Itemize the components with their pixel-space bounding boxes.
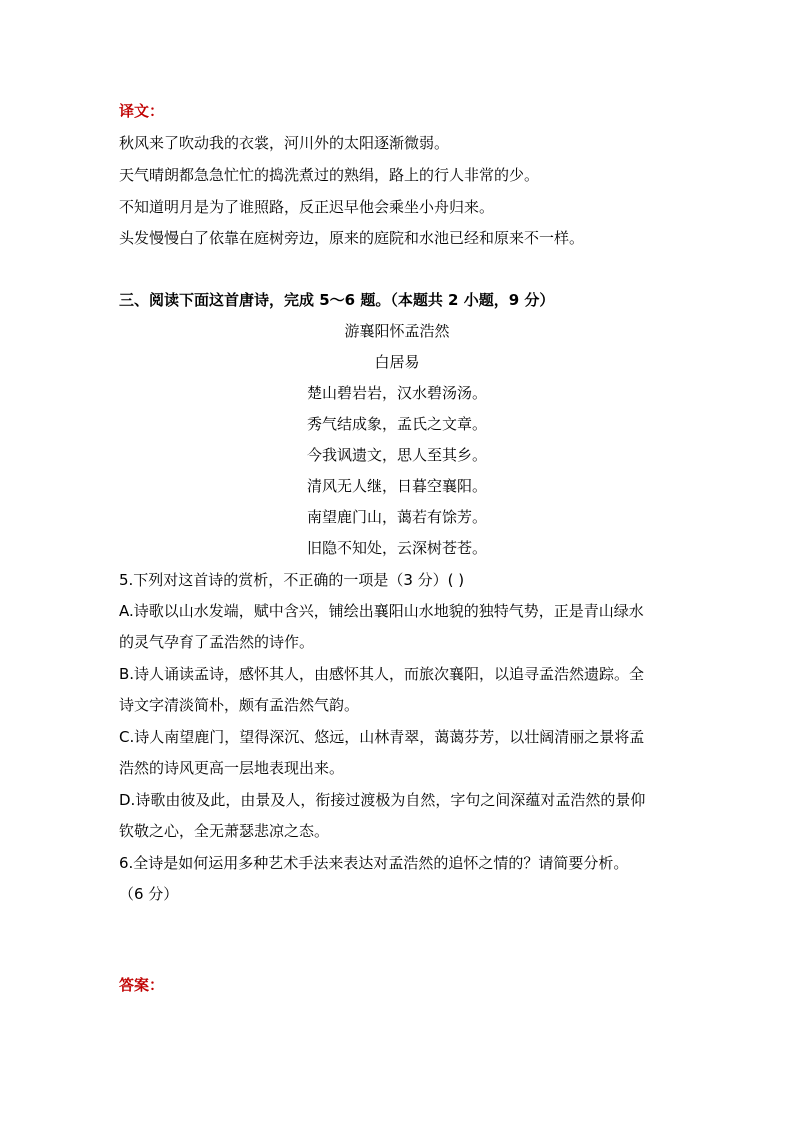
question-5-stem: 5.下列对这首诗的赏析，不正确的一项是（3 分）( )	[119, 571, 465, 589]
option-b-line: 诗文字清淡简朴，颇有孟浩然气韵。	[119, 696, 360, 714]
poem-line: 楚山碧岩岩，汉水碧汤汤。	[306, 384, 487, 402]
translation-line: 秋风来了吹动我的衣裳，河川外的太阳逐渐微弱。	[119, 134, 450, 152]
answer-heading: 答案：	[119, 976, 165, 994]
translation-line: 不知道明月是为了谁照路，反正迟早他会乘坐小舟归来。	[119, 198, 495, 216]
question-6-line: （6 分）	[119, 885, 179, 903]
section-heading: 三、阅读下面这首唐诗，完成 5～6 题。（本题共 2 小题，9 分）	[119, 291, 555, 309]
poem-line: 南望鹿门山，蔼若有馀芳。	[306, 508, 487, 526]
option-c-line: 浩然的诗风更高一层地表现出来。	[119, 759, 345, 777]
option-a-line: 的灵气孕育了孟浩然的诗作。	[119, 633, 315, 651]
poem-line: 旧隐不知处，云深树苍苍。	[306, 539, 487, 557]
option-d-line: D.诗歌由彼及此，由景及人，衔接过渡极为自然，字句之间深蕴对孟浩然的景仰	[119, 791, 646, 809]
translation-heading: 译文：	[119, 102, 165, 120]
option-c-line: C.诗人南望鹿门，望得深沉、悠远，山林青翠，蔼蔼芬芳，以壮阔清丽之景将孟	[119, 728, 645, 746]
option-a-line: A.诗歌以山水发端，赋中含兴，铺绘出襄阳山水地貌的独特气势，正是青山绿水	[119, 602, 644, 620]
poem-line: 今我讽遗文，思人至其乡。	[306, 446, 487, 464]
translation-line: 头发慢慢白了依靠在庭树旁边，原来的庭院和水池已经和原来不一样。	[119, 229, 585, 247]
poem-title: 游襄阳怀孟浩然	[344, 322, 450, 340]
option-d-line: 钦敬之心，全无萧瑟悲凉之态。	[119, 822, 330, 840]
poem-line: 秀气结成象，孟氏之文章。	[306, 415, 487, 433]
translation-line: 天气晴朗都急急忙忙的捣洗煮过的熟绢，路上的行人非常的少。	[119, 166, 540, 184]
option-b-line: B.诗人诵读孟诗，感怀其人，由感怀其人，而旅次襄阳，以追寻孟浩然遗踪。全	[119, 665, 645, 683]
poem-author: 白居易	[374, 353, 420, 371]
question-6-line: 6.全诗是如何运用多种艺术手法来表达对孟浩然的追怀之情的？请简要分析。	[119, 854, 629, 872]
poem-line: 清风无人继，日暮空襄阳。	[306, 477, 487, 495]
